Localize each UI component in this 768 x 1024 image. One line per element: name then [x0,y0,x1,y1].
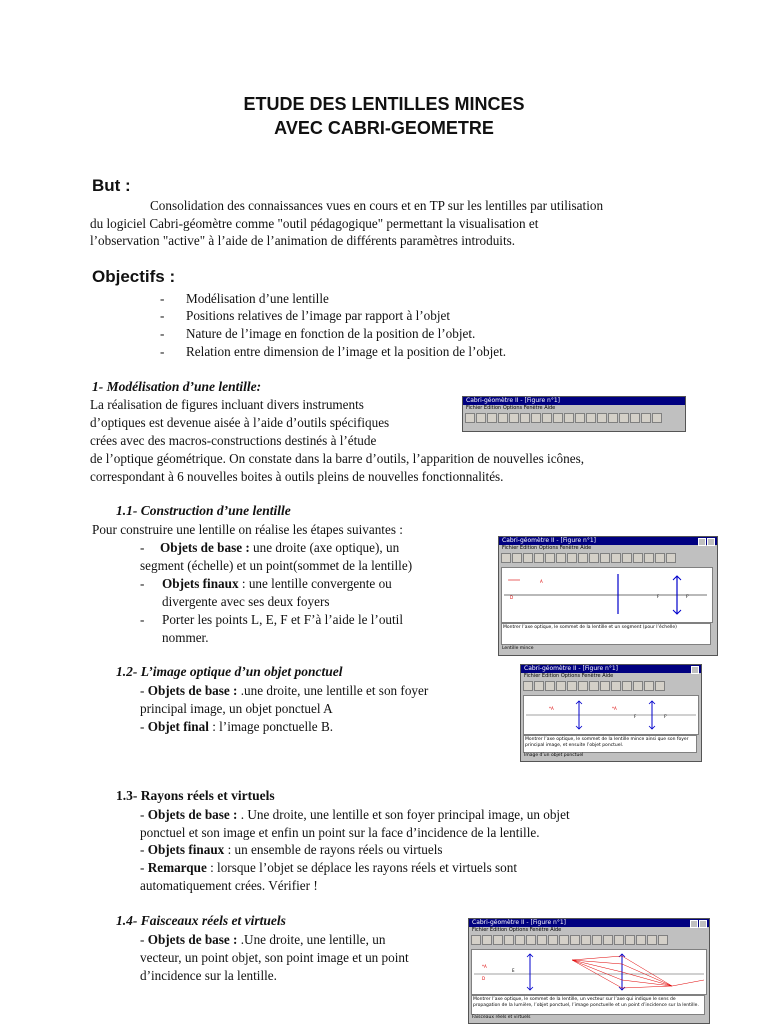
svg-text:*A: *A [549,706,554,711]
s13-line-2: ponctuel et son image et enfin un point sur la face d’incidence de la lentille. [140,825,540,840]
s13-line-3: - Objets finaux : un ensemble de rayons réels ou virtuels [140,842,443,857]
objectif-item: - Positions relatives de l’image par rapport à l’objet [160,308,451,323]
s11-item-3: - Porter les points L, E, F et F’à l’aide le l’outil [140,612,403,627]
s1-line: de l’optique géométrique. On constate dans la barre d’outils, l’apparition de nouvelles icônes, [90,451,585,466]
s1-line: d’optiques est devenue aisée à l’aide d’outils spécifiques [90,415,390,430]
cabri-beams-screenshot [468,918,710,1024]
svg-text:D: D [482,976,486,981]
svg-text:A: A [540,579,543,584]
s1-line: La réalisation de figures incluant divers instruments [90,397,364,412]
section-1-2-heading: 1.2- L’image optique d’un objet ponctuel [116,664,343,679]
drawing-canvas [501,567,713,623]
s1-line: correspondant à 6 nouvelles boites à outils pleins de nouvelles fonctionnalités. [90,469,504,484]
s12-line-2: principal image, un objet ponctuel A [140,701,333,716]
drawing-canvas [523,695,699,735]
menu-bar: Fichier Édition Options Fenêtre Aide [524,673,614,679]
objectif-item: - Relation entre dimension de l’image et la position de l’objet. [160,344,507,359]
s11-item-1: - Objets de base : une droite (axe optique), un [140,540,400,555]
s13-line-4: - Remarque : lorsque l’objet se déplace les rayons réels et virtuels sont [140,860,517,875]
help-panel: Montrer l’axe optique, le sommet de la lentille, un vecteur sur l’axe qui indique le sens de propagation de la lumière, l’objet ponctuel, l’image ponctuelle et un point d’incidence sur la lentille. [471,995,705,1015]
window-title-bar: Cabri-géomètre II - [Figure n°1] [521,665,701,673]
svg-text:F': F' [664,714,668,719]
objectifs-heading: Objectifs : [92,267,176,286]
help-panel: Montrer l’axe optique, le sommet de la lentille mince ainsi que son foyer principal image, et ensuite l’objet ponctuel. [523,735,697,753]
svg-text:E: E [512,968,515,973]
svg-text:F: F [634,714,637,719]
s14-line-2: vecteur, un point objet, son point image et un point [140,950,409,965]
doc-title-line1: ETUDE DES LENTILLES MINCES [243,94,525,114]
s11-intro: Pour construire une lentille on réalise les étapes suivantes : [92,522,403,537]
cabri-lens-construction-screenshot [498,536,718,656]
s11-item-3-cont: nommer. [162,630,209,645]
svg-text:D: D [510,595,514,600]
s14-line-3: d’incidence sur la lentille. [140,968,277,983]
status-bar: Image d’un objet ponctuel [524,753,584,758]
lens-figure [502,568,712,622]
cabri-point-image-screenshot [520,664,702,762]
section-1-3-heading: 1.3- Rayons réels et virtuels [116,788,275,803]
s1-line: crées avec des macros-constructions destinés à l’étude [90,433,377,448]
drawing-canvas [471,949,707,995]
s14-line-1: - Objets de base : .Une droite, une lentille, un [140,932,386,947]
but-heading: But : [92,176,131,195]
svg-text:F: F [657,594,660,599]
svg-text:*A: *A [482,964,487,969]
window-title-bar: Cabri-géomètre II - [Figure n°1] [499,537,717,545]
window-title-bar: Cabri-géomètre II - [Figure n°1] [469,919,709,927]
status-bar: Lentille mince [502,646,534,651]
svg-text:F': F' [686,594,690,599]
section-1-4-heading: 1.4- Faisceaux réels et virtuels [116,913,286,928]
point-image-figure [524,696,698,734]
but-line-2: du logiciel Cabri-géomètre comme "outil pédagogique" permettant la visualisation et [90,216,539,231]
doc-title-line2: AVEC CABRI-GEOMETRE [274,118,494,138]
tool-bar [463,412,685,426]
menu-bar: Fichier Édition Options Fenêtre Aide [472,927,562,933]
s11-item-2-cont: divergente avec ses deux foyers [162,594,330,609]
but-line-3: l’observation "active" à l’aide de l’animation de différents paramètres introduits. [90,233,516,248]
svg-text:*A: *A [612,706,617,711]
s12-line-3: - Objet final : l’image ponctuelle B. [140,719,334,734]
menu-bar: Fichier Édition Options Fenêtre Aide [466,405,556,411]
s11-item-1-cont: segment (échelle) et un point(sommet de la lentille) [140,558,413,573]
s11-item-2: - Objets finaux : une lentille convergente ou [140,576,392,591]
window-title-bar: Cabri-géomètre II - [Figure n°1] [463,397,685,405]
s13-line-1: - Objets de base : . Une droite, une lentille et son foyer principal image, un objet [140,807,570,822]
help-panel: Montrer l’axe optique, le sommet de la lentille et un segment (pour l’échelle) [501,623,711,645]
menu-bar: Fichier Édition Options Fenêtre Aide [502,545,592,551]
section-1-heading: 1- Modélisation d’une lentille: [92,379,262,394]
objectif-item: - Modélisation d’une lentille [160,291,329,306]
status-bar: Faisceaux réels et virtuels [472,1015,531,1020]
s12-line-1: - Objets de base : .une droite, une lentille et son foyer [140,683,429,698]
but-line-1: Consolidation des connaissances vues en cours et en TP sur les lentilles par utilisation [150,198,604,213]
s13-line-5: automatiquement crées. Vérifier ! [140,878,318,893]
section-1-1-heading: 1.1- Construction d’une lentille [116,503,291,518]
beams-figure [472,950,706,994]
cabri-toolbar-screenshot [462,396,686,432]
objectif-item: - Nature de l’image en fonction de la position de l’objet. [160,326,476,341]
